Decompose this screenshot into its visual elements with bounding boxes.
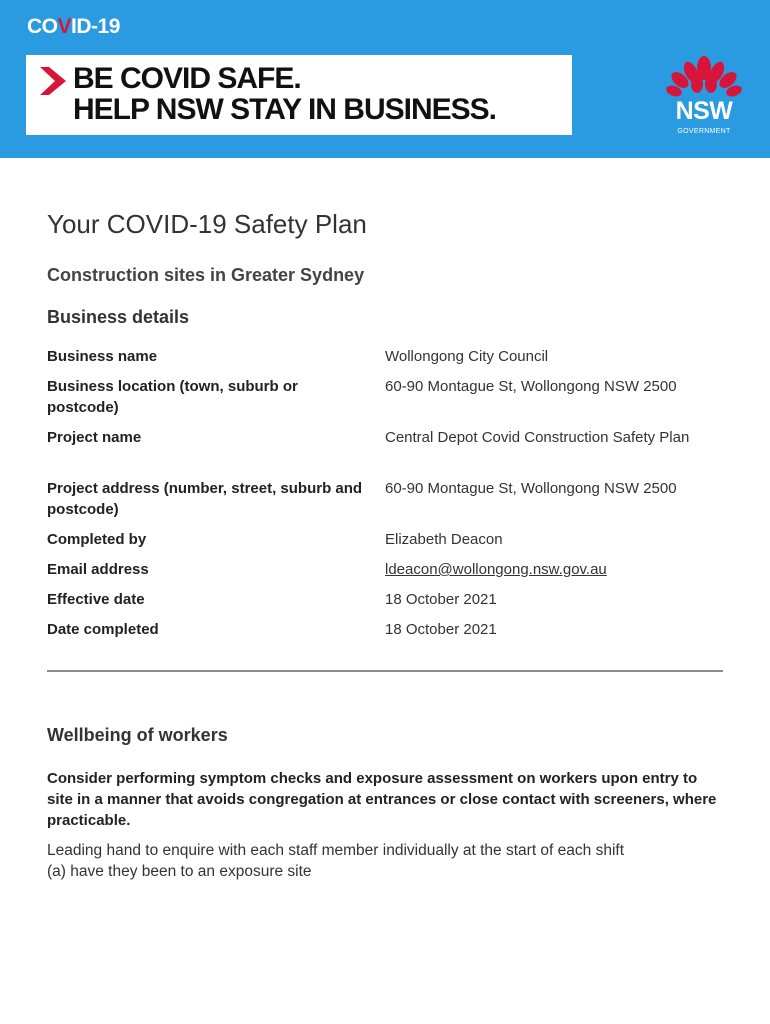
value-project-name: Central Depot Covid Construction Safety Plan xyxy=(385,429,690,446)
value-completed-by: Elizabeth Deacon xyxy=(385,531,503,548)
slogan-panel xyxy=(26,55,572,135)
label-project-name: Project name xyxy=(47,429,142,446)
label-email-address: Email address xyxy=(47,561,149,578)
wellbeing-heading: Wellbeing of workers xyxy=(47,725,228,745)
business-details-heading: Business details xyxy=(47,307,190,327)
label-project-address: Project address (number, street, suburb and postcode) xyxy=(47,480,363,518)
slogan-line-2: HELP NSW STAY IN BUSINESS. xyxy=(73,93,496,126)
slogan-line-1: BE COVID SAFE. xyxy=(73,62,301,95)
nsw-wordmark: NSW xyxy=(675,97,733,125)
value-effective-date: 18 October 2021 xyxy=(385,591,497,608)
covid-19-logo: COVID-19 xyxy=(27,15,120,38)
value-business-location: 60-90 Montague St, Wollongong NSW 2500 xyxy=(385,378,677,395)
nsw-government-label: GOVERNMENT xyxy=(677,128,731,135)
page-title: Your COVID-19 Safety Plan xyxy=(47,209,367,239)
wellbeing-response-line-1: Leading hand to enquire with each staff member individually at the start of each shift xyxy=(47,842,625,859)
header-banner xyxy=(0,0,770,158)
label-business-location: Business location (town, suburb or postcode) xyxy=(47,378,298,416)
wellbeing-response-line-2: (a) have they been to an exposure site xyxy=(47,863,312,880)
chevron-right-icon xyxy=(40,67,66,95)
section-divider xyxy=(47,670,723,672)
email-link[interactable]: ldeacon@wollongong.nsw.gov.au xyxy=(385,561,607,578)
label-completed-by: Completed by xyxy=(47,531,147,548)
value-date-completed: 18 October 2021 xyxy=(385,621,497,638)
label-business-name: Business name xyxy=(47,348,158,365)
label-effective-date: Effective date xyxy=(47,591,145,608)
label-date-completed: Date completed xyxy=(47,621,159,638)
wellbeing-requirement: Consider performing symptom checks and exposure assessment on workers upon entry to site in a manner that avoids congregation at entrances or close contact with screeners, where practicable. xyxy=(47,770,717,829)
page-subtitle: Construction sites in Greater Sydney xyxy=(47,265,365,285)
value-project-address: 60-90 Montague St, Wollongong NSW 2500 xyxy=(385,480,677,497)
wellbeing-response xyxy=(47,840,723,882)
value-business-name: Wollongong City Council xyxy=(385,348,549,365)
